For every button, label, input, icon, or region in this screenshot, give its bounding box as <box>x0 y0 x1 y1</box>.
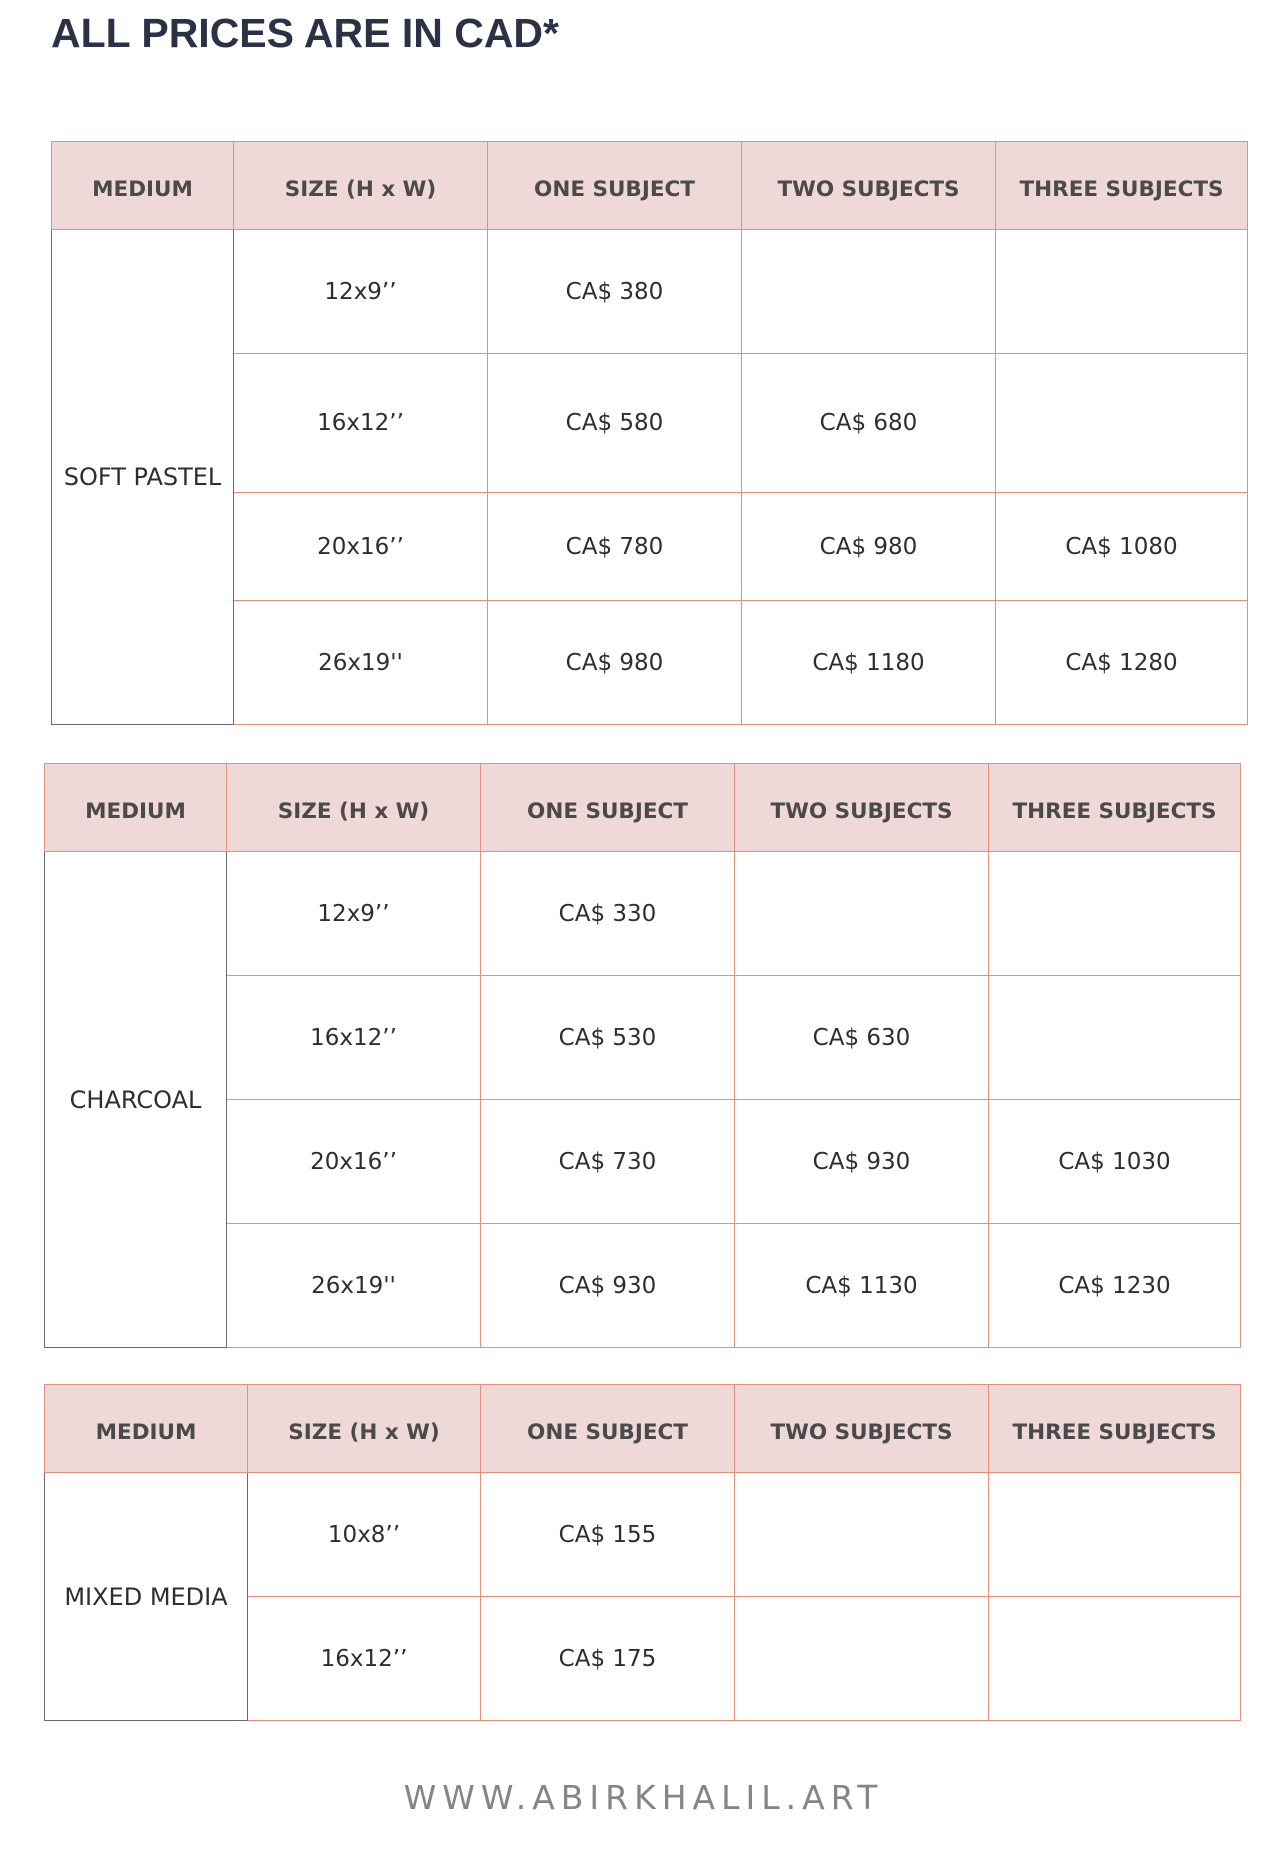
two-subjects-price: CA$ 930 <box>735 1100 989 1224</box>
two-subjects-price <box>735 1597 989 1721</box>
size-cell: 16x12’’ <box>234 354 488 493</box>
one-subject-price: CA$ 155 <box>481 1473 735 1597</box>
one-subject-price: CA$ 175 <box>481 1597 735 1721</box>
table-header-row <box>45 764 1241 852</box>
header-size: SIZE (H x W) <box>234 142 488 230</box>
price-table-charcoal <box>44 763 1241 1348</box>
two-subjects-price: CA$ 1180 <box>742 601 996 725</box>
header-two-subjects: TWO SUBJECTS <box>735 764 989 852</box>
size-cell: 20x16’’ <box>234 493 488 601</box>
one-subject-price: CA$ 980 <box>488 601 742 725</box>
price-table-soft-pastel <box>51 141 1248 725</box>
header-size: SIZE (H x W) <box>227 764 481 852</box>
one-subject-price: CA$ 530 <box>481 976 735 1100</box>
header-size: SIZE (H x W) <box>248 1385 481 1473</box>
header-one-subject: ONE SUBJECT <box>481 764 735 852</box>
three-subjects-price <box>989 852 1241 976</box>
size-cell: 26x19'' <box>227 1224 481 1348</box>
three-subjects-price: CA$ 1030 <box>989 1100 1241 1224</box>
size-cell: 10x8’’ <box>248 1473 481 1597</box>
medium-cell: SOFT PASTEL <box>52 230 234 725</box>
three-subjects-price <box>996 230 1248 354</box>
one-subject-price: CA$ 780 <box>488 493 742 601</box>
website-url[interactable]: WWW.ABIRKHALIL.ART <box>403 1778 884 1817</box>
table-header-row <box>45 1385 1241 1473</box>
size-cell: 12x9’’ <box>227 852 481 976</box>
table-header-row <box>52 142 1248 230</box>
header-one-subject: ONE SUBJECT <box>481 1385 735 1473</box>
two-subjects-price <box>735 852 989 976</box>
size-cell: 26x19'' <box>234 601 488 725</box>
medium-cell: CHARCOAL <box>45 852 227 1348</box>
medium-cell: MIXED MEDIA <box>45 1473 248 1721</box>
two-subjects-price <box>742 230 996 354</box>
two-subjects-price: CA$ 980 <box>742 493 996 601</box>
three-subjects-price <box>989 976 1241 1100</box>
size-cell: 20x16’’ <box>227 1100 481 1224</box>
one-subject-price: CA$ 380 <box>488 230 742 354</box>
two-subjects-price <box>735 1473 989 1597</box>
three-subjects-price: CA$ 1230 <box>989 1224 1241 1348</box>
three-subjects-price: CA$ 1080 <box>996 493 1248 601</box>
header-two-subjects: TWO SUBJECTS <box>735 1385 989 1473</box>
one-subject-price: CA$ 330 <box>481 852 735 976</box>
page-title: ALL PRICES ARE IN CAD* <box>51 10 559 56</box>
header-two-subjects: TWO SUBJECTS <box>742 142 996 230</box>
one-subject-price: CA$ 730 <box>481 1100 735 1224</box>
header-medium: MEDIUM <box>52 142 234 230</box>
one-subject-price: CA$ 580 <box>488 354 742 493</box>
size-cell: 12x9’’ <box>234 230 488 354</box>
header-medium: MEDIUM <box>45 1385 248 1473</box>
header-three-subjects: THREE SUBJECTS <box>989 764 1241 852</box>
size-cell: 16x12’’ <box>248 1597 481 1721</box>
two-subjects-price: CA$ 1130 <box>735 1224 989 1348</box>
two-subjects-price: CA$ 680 <box>742 354 996 493</box>
three-subjects-price <box>996 354 1248 493</box>
header-three-subjects: THREE SUBJECTS <box>989 1385 1241 1473</box>
header-medium: MEDIUM <box>45 764 227 852</box>
two-subjects-price: CA$ 630 <box>735 976 989 1100</box>
one-subject-price: CA$ 930 <box>481 1224 735 1348</box>
three-subjects-price <box>989 1597 1241 1721</box>
three-subjects-price: CA$ 1280 <box>996 601 1248 725</box>
header-three-subjects: THREE SUBJECTS <box>996 142 1248 230</box>
three-subjects-price <box>989 1473 1241 1597</box>
table-row <box>45 852 1241 976</box>
size-cell: 16x12’’ <box>227 976 481 1100</box>
header-one-subject: ONE SUBJECT <box>488 142 742 230</box>
table-row <box>45 1473 1241 1597</box>
price-table-mixed-media <box>44 1384 1241 1721</box>
table-row <box>52 230 1248 354</box>
